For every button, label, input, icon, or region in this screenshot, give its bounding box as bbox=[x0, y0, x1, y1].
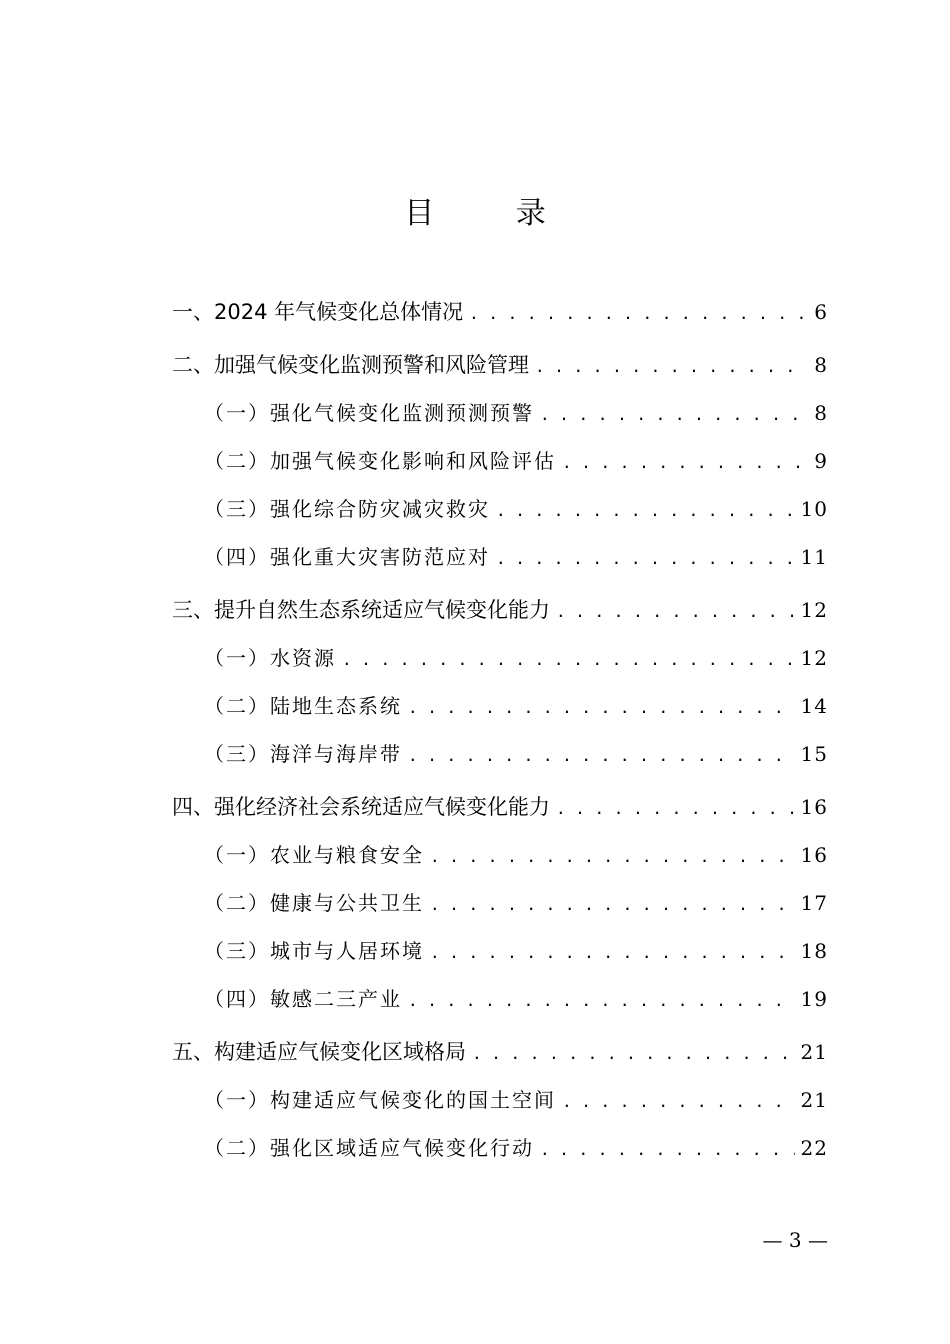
toc-dot-leader bbox=[540, 1126, 795, 1174]
toc-entry-page: 12 bbox=[800, 598, 828, 622]
toc-entry[interactable] bbox=[172, 1028, 828, 1076]
table-of-contents bbox=[172, 288, 828, 1172]
toc-subentry[interactable] bbox=[172, 1076, 828, 1124]
toc-subentry[interactable] bbox=[172, 437, 828, 485]
toc-dot-leader bbox=[430, 833, 795, 881]
toc-subentry-label: （四）强化重大灾害防范应对 bbox=[204, 545, 490, 569]
toc-subentry-label: （一）构建适应气候变化的国土空间 bbox=[204, 1088, 556, 1112]
toc-entry[interactable] bbox=[172, 288, 828, 336]
toc-subentry-label: （三）城市与人居环境 bbox=[204, 939, 424, 963]
toc-dot-leader bbox=[496, 535, 795, 583]
toc-subentry-page: 19 bbox=[800, 987, 828, 1011]
page-title: 目 录 bbox=[404, 196, 582, 231]
toc-subentry[interactable] bbox=[172, 533, 828, 581]
toc-dot-leader bbox=[562, 1078, 795, 1126]
toc-subentry[interactable] bbox=[172, 389, 828, 437]
toc-subentry-page: 21 bbox=[800, 1088, 828, 1112]
toc-subentry[interactable] bbox=[172, 730, 828, 778]
toc-entry-label: 二、加强气候变化监测预警和风险管理 bbox=[172, 353, 529, 377]
toc-subentry-page: 10 bbox=[800, 497, 828, 521]
toc-dot-leader bbox=[430, 929, 795, 977]
toc-subentry-label: （二）陆地生态系统 bbox=[204, 694, 402, 718]
toc-dot-leader bbox=[562, 439, 808, 487]
toc-subentry-page: 22 bbox=[800, 1136, 828, 1160]
toc-subentry-label: （三）强化综合防灾减灾救灾 bbox=[204, 497, 490, 521]
toc-subentry[interactable] bbox=[172, 1124, 828, 1172]
toc-subentry[interactable] bbox=[172, 485, 828, 533]
toc-subentry-label: （一）强化气候变化监测预测预警 bbox=[204, 401, 534, 425]
toc-subentry-label: （一）农业与粮食安全 bbox=[204, 843, 424, 867]
toc-entry[interactable] bbox=[172, 783, 828, 831]
toc-subentry-page: 17 bbox=[800, 891, 828, 915]
toc-subentry-page: 18 bbox=[800, 939, 828, 963]
toc-subentry-label: （三）海洋与海岸带 bbox=[204, 742, 402, 766]
toc-subentry[interactable] bbox=[172, 682, 828, 730]
toc-entry-label: 三、提升自然生态系统适应气候变化能力 bbox=[172, 598, 550, 622]
toc-entry-label: 五、构建适应气候变化区域格局 bbox=[172, 1040, 466, 1064]
toc-subentry-page: 11 bbox=[800, 545, 828, 569]
toc-subentry-label: （四）敏感二三产业 bbox=[204, 987, 402, 1011]
toc-entry-label: 四、强化经济社会系统适应气候变化能力 bbox=[172, 795, 550, 819]
toc-subentry-label: （二）加强气候变化影响和风险评估 bbox=[204, 449, 556, 473]
toc-dot-leader bbox=[472, 1030, 795, 1078]
toc-subentry-page: 8 bbox=[814, 401, 828, 425]
toc-subentry-page: 15 bbox=[800, 742, 828, 766]
toc-dot-leader bbox=[556, 588, 795, 636]
toc-entry-page: 16 bbox=[800, 795, 828, 819]
toc-subentry-page: 9 bbox=[814, 449, 828, 473]
toc-entry-label: 一、2024 年气候变化总体情况 bbox=[172, 300, 464, 324]
toc-dot-leader bbox=[496, 487, 795, 535]
toc-entry-page: 6 bbox=[814, 300, 828, 324]
toc-subentry-page: 16 bbox=[800, 843, 828, 867]
toc-dot-leader bbox=[535, 343, 808, 391]
toc-dot-leader bbox=[342, 636, 795, 684]
toc-entry-page: 21 bbox=[800, 1040, 828, 1064]
toc-subentry[interactable] bbox=[172, 879, 828, 927]
toc-subentry-label: （二）健康与公共卫生 bbox=[204, 891, 424, 915]
page-number: — 3 — bbox=[762, 1228, 828, 1252]
toc-dot-leader bbox=[408, 732, 795, 780]
toc-dot-leader bbox=[408, 684, 795, 732]
toc-subentry-label: （二）强化区域适应气候变化行动 bbox=[204, 1136, 534, 1160]
toc-entry[interactable] bbox=[172, 586, 828, 634]
toc-dot-leader bbox=[469, 290, 808, 338]
toc-subentry[interactable] bbox=[172, 634, 828, 682]
toc-dot-leader bbox=[556, 785, 795, 833]
toc-subentry-label: （一）水资源 bbox=[204, 646, 336, 670]
toc-subentry-page: 12 bbox=[800, 646, 828, 670]
toc-dot-leader bbox=[430, 881, 795, 929]
toc-subentry[interactable] bbox=[172, 831, 828, 879]
toc-dot-leader bbox=[540, 391, 808, 439]
toc-subentry-page: 14 bbox=[800, 694, 828, 718]
toc-entry-page: 8 bbox=[814, 353, 828, 377]
toc-subentry[interactable] bbox=[172, 975, 828, 1023]
toc-subentry[interactable] bbox=[172, 927, 828, 975]
toc-entry[interactable] bbox=[172, 341, 828, 389]
toc-dot-leader bbox=[408, 977, 795, 1025]
